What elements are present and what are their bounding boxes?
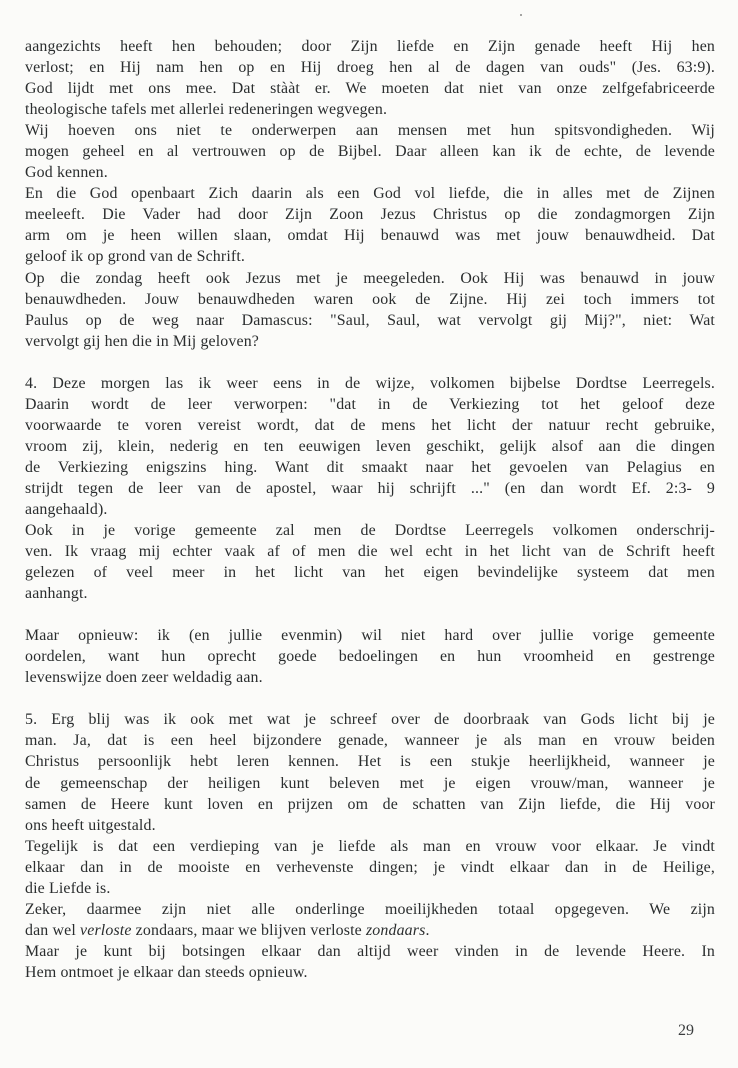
paragraph <box>25 941 715 983</box>
text-line: Hem ontmoet je elkaar dan steeds opnieuw. <box>25 963 308 981</box>
text-line: Op die zondag heeft ook Jezus met je meegeleden. Ook Hij was benauwd in jouw <box>25 269 715 287</box>
text-line: gelezen of veel meer in het licht van het eigen bevindelijke systeem dat men <box>25 564 715 582</box>
text-line: vervolgt gij hen die in Mij geloven? <box>25 332 259 350</box>
text-line: de gemeenschap der heiligen kunt beleven met je eigen vrouw/man, wanneer je <box>25 774 715 792</box>
document-body <box>25 36 715 983</box>
text-line: samen de Heere kunt loven en prijzen om de schatten van Zijn liefde, die Hij voor <box>25 795 715 813</box>
text-line: voorwaarde te voren vereist wordt, dat de mens het licht der natuur recht gebruike, <box>25 416 715 434</box>
text-line: meeleeft. Die Vader had door Zijn Zoon Jezus Christus op die zondagmorgen Zijn <box>25 206 715 224</box>
text-line: benauwdheden. Jouw benauwdheden waren ook de Zijne. Hij zei toch immers tot <box>25 290 715 308</box>
paragraph-gap <box>25 604 715 625</box>
text-line: Christus persoonlijk hebt leren kennen. Het is een stukje heerlijkheid, wanneer je <box>25 753 715 771</box>
text-line: die Liefde is. <box>25 879 111 897</box>
page-number: 29 <box>678 1022 694 1039</box>
text-run: dan wel <box>25 921 81 939</box>
text-line: God kennen. <box>25 164 108 182</box>
text-line: Maar je kunt bij botsingen elkaar dan altijd weer vinden in de levende Heere. In <box>25 942 715 960</box>
text-line: Ook in je vorige gemeente zal men de Dordtse Leerregels volkomen onderschrij- <box>25 522 715 540</box>
paragraph <box>25 899 715 941</box>
paragraph-gap <box>25 352 715 373</box>
text-line: man. Ja, dat is een heel bijzondere genade, wanneer je als man en vrouw beiden <box>25 732 715 750</box>
text-line: vroom zij, klein, nederig en ten eeuwigen leven geschikt, gelijk alsof aan die dingen <box>25 437 715 455</box>
paragraph-gap <box>25 688 715 709</box>
paragraph <box>25 836 715 899</box>
paragraph <box>25 36 715 120</box>
text-line: aangehaald). <box>25 500 108 518</box>
text-line: de Verkiezing enigszins hing. Want dit smaakt naar het gevoelen van Pelagius en <box>25 458 715 476</box>
text-line: Tegelijk is dat een verdieping van je liefde als man en vrouw voor elkaar. Je vindt <box>25 837 715 855</box>
paragraph <box>25 625 715 688</box>
text-line: ons heeft uitgestald. <box>25 816 156 834</box>
text-line: aangezichts heeft hen behouden; door Zijn liefde en Zijn genade heeft Hij hen <box>25 38 715 55</box>
paragraph <box>25 373 715 520</box>
text-line: Maar opnieuw: ik (en jullie evenmin) wil niet hard over jullie vorige gemeente <box>25 627 715 645</box>
text-line: levenswijze doen zeer weldadig aan. <box>25 669 263 687</box>
paragraph <box>25 520 715 604</box>
text-line: elkaar dan in de mooiste en verhevenste dingen; je vindt elkaar dan in de Heilige, <box>25 858 715 876</box>
text-line: ven. Ik vraag mij echter vaak af of men die wel echt in het licht van de Schrift heeft <box>25 543 715 561</box>
text-line: geloof ik op grond van de Schrift. <box>25 248 246 266</box>
text-line: Zeker, daarmee zijn niet alle onderlinge moeilijkheden totaal opgegeven. We zijn <box>25 900 715 918</box>
paragraph <box>25 120 715 183</box>
text-line: verlost; en Hij nam hen op en Hij droeg hen al de dagen van ouds" (Jes. 63:9). <box>25 59 715 77</box>
text-line: Wij hoeven ons niet te onderwerpen aan mensen met hun spitsvondigheden. Wij <box>25 122 715 140</box>
text-run: . <box>425 921 430 939</box>
text-line: God lijdt met ons mee. Dat stààt er. We moeten dat niet van onze zelfgefabriceerde <box>25 80 715 98</box>
text-line: theologische tafels met allerlei redeneringen wegvegen. <box>25 101 388 119</box>
paragraph <box>25 268 715 352</box>
paragraph <box>25 709 715 835</box>
text-line: 4. Deze morgen las ik weer eens in de wijze, volkomen bijbelse Dordtse Leerregels. <box>25 374 715 392</box>
text-line: aanhangt. <box>25 585 88 603</box>
emphasis-text: zondaars <box>365 921 426 939</box>
text-line: oordelen, want hun oprecht goede bedoelingen en hun vroomheid en gestrenge <box>25 648 715 666</box>
text-line <box>25 920 715 941</box>
text-line: Paulus op de weg naar Damascus: "Saul, Saul, wat vervolgt gij Mij?", niet: Wat <box>25 311 715 329</box>
text-line: mogen geheel en al vertrouwen op de Bijbel. Daar alleen kan ik de echte, de levende <box>25 143 715 161</box>
scan-speck <box>520 14 522 16</box>
emphasis-text: verloste <box>80 921 132 939</box>
text-line: strijdt tegen de leer van de apostel, waar hij schrijft ..." (en dan wordt Ef. 2:3- 9 <box>25 479 715 497</box>
text-line: arm om je heen willen slaan, omdat Hij benauwd was met jouw benauwdheid. Dat <box>25 227 715 245</box>
paragraph <box>25 183 715 267</box>
text-run: zondaars, maar we blijven verloste <box>131 921 366 939</box>
text-line: Daarin wordt de leer verworpen: "dat in de Verkiezing tot het geloof deze <box>25 395 715 413</box>
text-line: En die God openbaart Zich daarin als een God vol liefde, die in alles met de Zijnen <box>25 185 715 203</box>
text-line: 5. Erg blij was ik ook met wat je schreef over de doorbraak van Gods licht bij je <box>25 711 715 729</box>
